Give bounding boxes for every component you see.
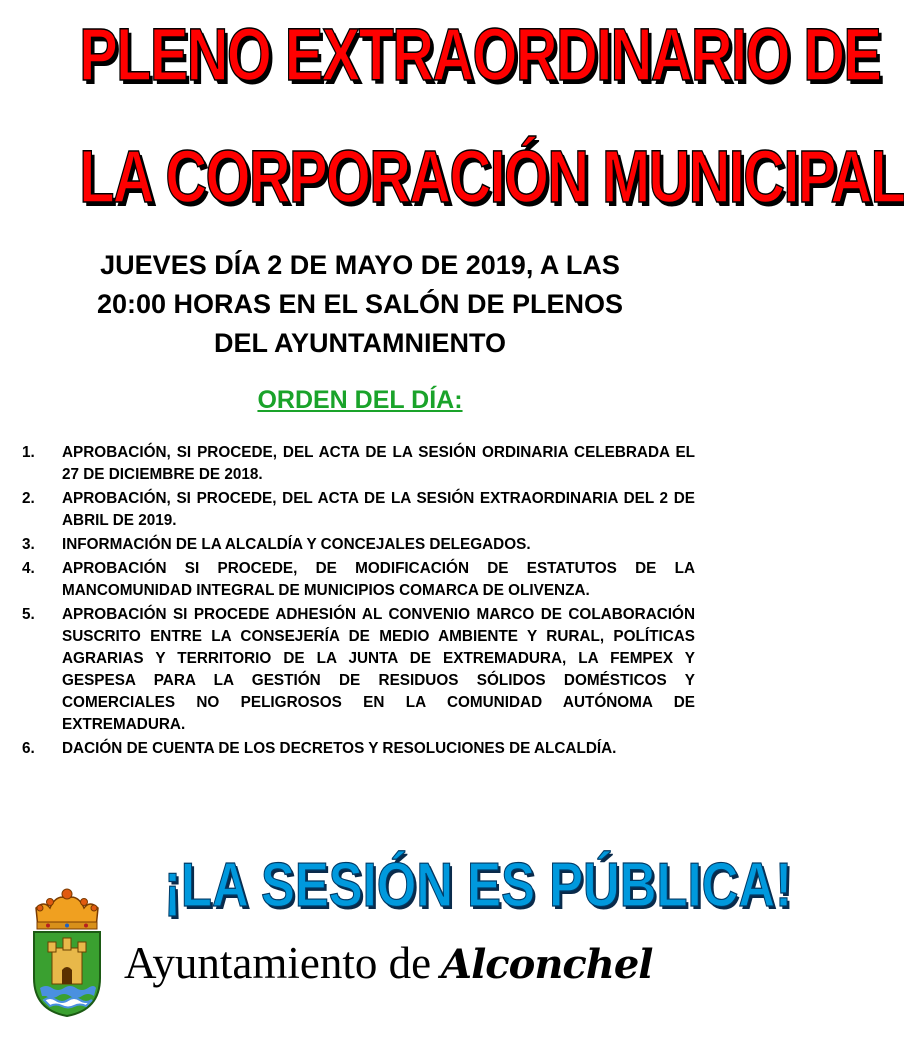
agenda-list [22,442,695,762]
agenda-item-number: 1. [22,444,35,461]
agenda-heading: ORDEN DEL DÍA: [257,386,463,414]
agenda-item-number: 5. [22,606,35,623]
agenda-item [22,488,695,532]
title-line-2: LA CORPORACIÓN MUNICIPAL [79,135,904,218]
town-name: Alconchel [441,941,653,988]
agenda-item-text: INFORMACIÓN DE LA ALCALDÍA Y CONCEJALES DELEGADOS. [62,536,531,553]
agenda-item-text: DACIÓN DE CUENTA DE LOS DECRETOS Y RESOLUCIONES DE ALCALDÍA. [62,740,617,757]
title-line-1: PLENO EXTRAORDINARIO DE [79,13,881,96]
municipal-coat-of-arms-icon [28,886,106,1018]
public-session-banner: ¡LA SESIÓN ES PÚBLICA! [164,851,793,920]
meeting-details-line-1: JUEVES DÍA 2 DE MAYO DE 2019, A LAS [100,250,620,280]
castle-icon [48,938,86,984]
town-hall-signature [124,933,652,995]
agenda-item-number: 2. [22,490,35,507]
agenda-item [22,442,695,486]
signature-prefix: Ayuntamiento de [124,938,432,988]
meeting-details-line-3: DEL AYUNTAMNIENTO [213,328,507,358]
agenda-item-number: 4. [22,560,35,577]
agenda-item-number: 3. [22,536,35,553]
agenda-item-text: APROBACIÓN SI PROCEDE, DE MODIFICACIÓN DE ESTATUTOS DE LA MANCOMUNIDAD INTEGRAL DE MUNICIPIOS COMARCA DE OLIVENZA. [62,560,695,599]
meeting-details [20,246,700,363]
meeting-details-line-2: 20:00 HORAS EN EL SALÓN DE PLENOS [96,289,624,319]
agenda-item [22,738,695,760]
crown-icon [36,889,98,929]
agenda-item [22,534,695,556]
agenda-item-number: 6. [22,740,35,757]
agenda-item-text: APROBACIÓN, SI PROCEDE, DEL ACTA DE LA SESIÓN EXTRAORDINARIA DEL 2 DE ABRIL DE 2019. [62,490,695,529]
agenda-item-text: APROBACIÓN, SI PROCEDE, DEL ACTA DE LA SESIÓN ORDINARIA CELEBRADA EL 27 DE DICIEMBRE DE 2018. [62,444,695,483]
agenda-item [22,604,695,736]
agenda-item [22,558,695,602]
agenda-item-text: APROBACIÓN SI PROCEDE ADHESIÓN AL CONVENIO MARCO DE COLABORACIÓN SUSCRITO ENTRE LA CONSEJERÍA DE MEDIO AMBIENTE Y RURAL, POLÍTICAS AGRARIAS Y TERRITORIO DE LA JUNTA DE EXTREMADURA, LA FEMPEX Y GESPESA PARA LA GESTIÓN DE RESIDUOS SÓLIDOS DOMÉSTICOS Y COMERCIALES NO PELIGROSOS EN LA COMUNIDAD AUTÓNOMA DE EXTREMADURA. [62,606,695,733]
